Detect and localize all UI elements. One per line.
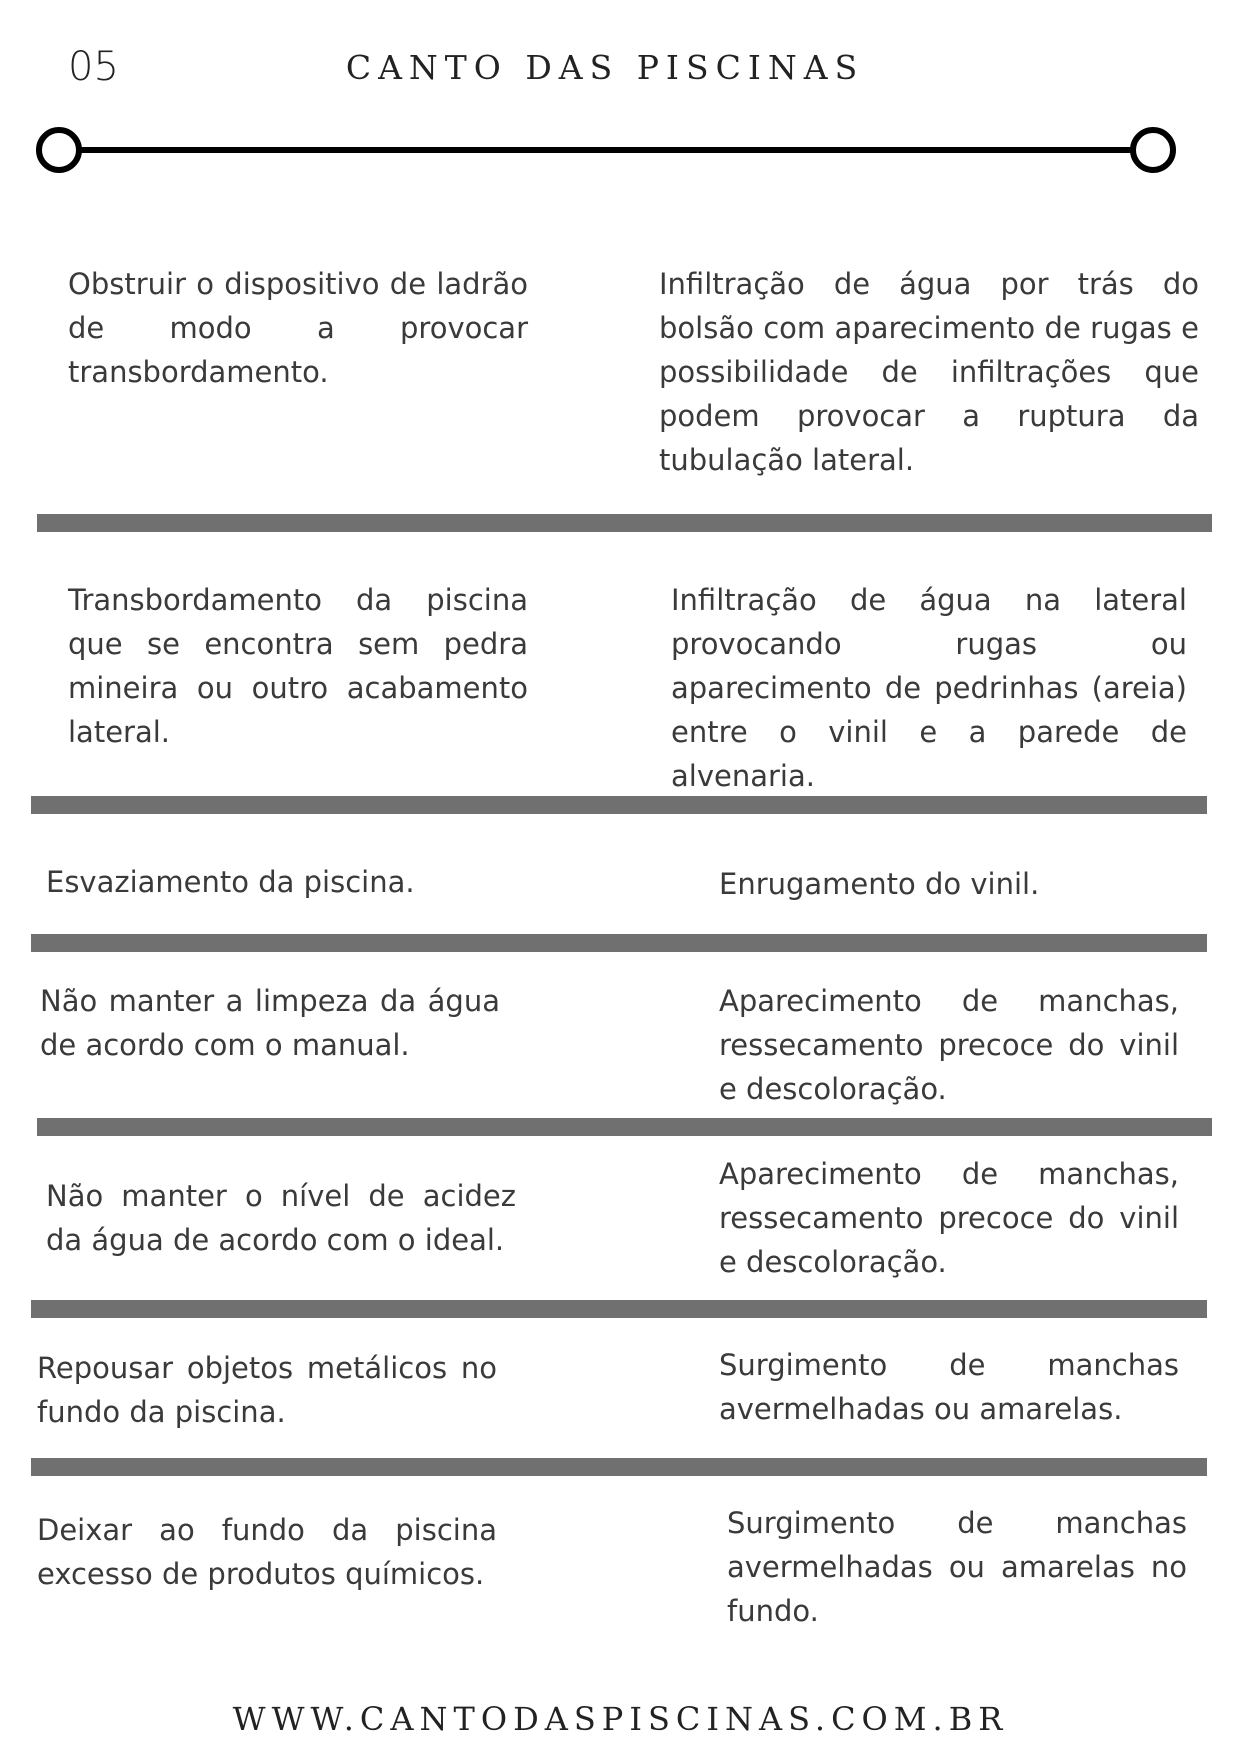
row-divider	[37, 514, 1212, 532]
row-divider	[31, 1458, 1207, 1476]
timeline-decoration	[36, 127, 1176, 173]
row-5-cause: Não manter o nível de acidez da água de acordo com o ideal.	[46, 1179, 516, 1257]
row-divider	[31, 934, 1207, 952]
row-divider	[37, 1118, 1212, 1136]
row-1-cause: Obstruir o dispositivo de ladrão de modo a provocar transbordamento.	[68, 267, 528, 389]
page-number: 05	[68, 44, 119, 90]
timeline-line	[56, 147, 1156, 153]
row-divider	[31, 1300, 1207, 1318]
row-3-effect: Enrugamento do vinil.	[719, 867, 1040, 901]
row-3-cause: Esvaziamento da piscina.	[46, 865, 415, 899]
row-1-effect: Infiltração de água por trás do bolsão com aparecimento de rugas e possibilidade de infiltrações que podem provocar a ruptura da tubulação lateral.	[659, 267, 1199, 477]
timeline-start-circle	[36, 127, 82, 173]
row-6-cause: Repousar objetos metálicos no fundo da piscina.	[37, 1351, 497, 1429]
row-7-effect: Surgimento de manchas avermelhadas ou amarelas no fundo.	[727, 1506, 1187, 1628]
row-4-cause: Não manter a limpeza da água de acordo com o manual.	[40, 984, 500, 1062]
row-4-effect: Aparecimento de manchas, ressecamento precoce do vinil e descoloração.	[719, 984, 1179, 1106]
website-footer: WWW.CANTODASPISCINAS.COM.BR	[232, 1700, 1009, 1738]
row-7-cause: Deixar ao fundo da piscina excesso de produtos químicos.	[37, 1513, 497, 1591]
timeline-end-circle	[1130, 127, 1176, 173]
row-divider	[31, 796, 1207, 814]
row-6-effect: Surgimento de manchas avermelhadas ou amarelas.	[719, 1348, 1179, 1426]
row-5-effect: Aparecimento de manchas, ressecamento precoce do vinil e descoloração.	[719, 1157, 1179, 1279]
row-2-effect: Infiltração de água na lateral provocando rugas ou aparecimento de pedrinhas (areia) entre o vinil e a parede de alvenaria.	[671, 583, 1187, 793]
brand-title: CANTO DAS PISCINAS	[345, 48, 865, 87]
row-2-cause: Transbordamento da piscina que se encontra sem pedra mineira ou outro acabamento lateral.	[68, 583, 528, 749]
